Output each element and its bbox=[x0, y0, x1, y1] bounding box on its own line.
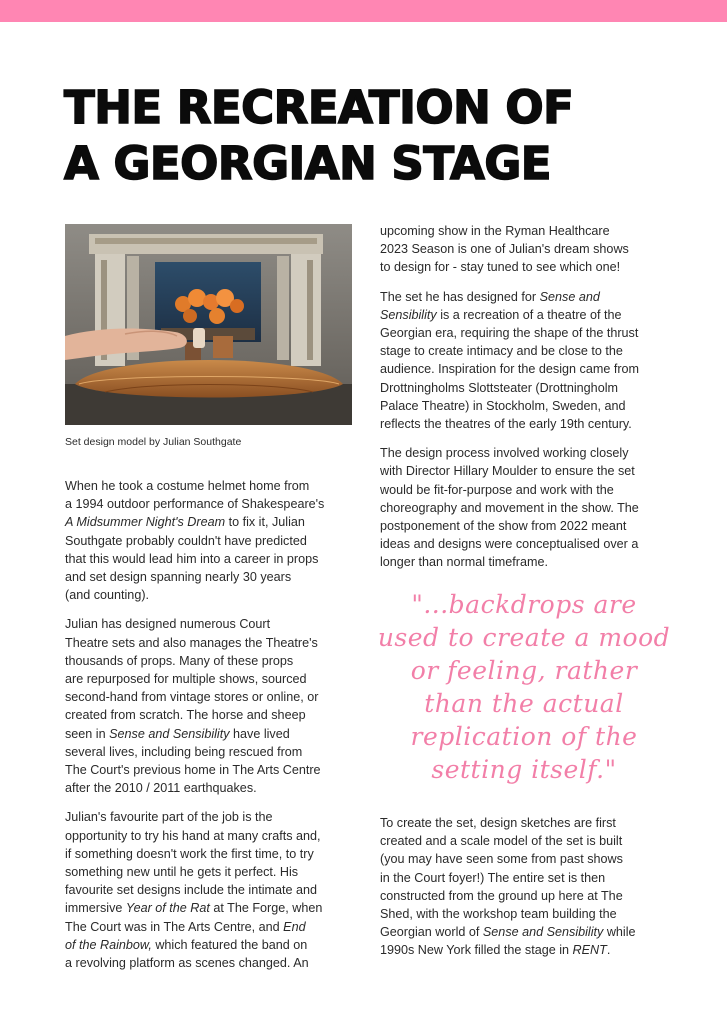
text-line: immersive Year of the Rat at The Forge, when bbox=[65, 901, 323, 916]
text-line: a 1994 outdoor performance of Shakespeare's bbox=[65, 497, 325, 512]
text-line: When he took a costume helmet home from bbox=[65, 479, 310, 493]
text-line: Palace Theatre) in Stockholm, Sweden, and bbox=[380, 398, 626, 413]
text-line: (you may have seen some from past shows bbox=[380, 852, 623, 867]
left-column bbox=[65, 477, 365, 983]
text-line: A Midsummer Night's Dream to fix it, Julian bbox=[65, 515, 305, 530]
text-line: The design process involved working closely bbox=[380, 446, 629, 461]
text-line: opportunity to try his hand at many crafts and, bbox=[65, 828, 321, 843]
title-line-2: A GEORGIAN STAGE bbox=[64, 137, 552, 190]
text-line: 2023 Season is one of Julian's dream shows bbox=[380, 242, 629, 257]
text-line: Georgian world of Sense and Sensibility while bbox=[380, 925, 636, 940]
text-line: created and a scale model of the set is built bbox=[380, 834, 623, 849]
text-line: To create the set, design sketches are first bbox=[380, 816, 616, 830]
paragraph-props bbox=[65, 615, 365, 797]
text-line: choreography and movement in the show. The bbox=[380, 500, 639, 515]
text-line: created from scratch. The horse and sheep bbox=[65, 708, 306, 723]
paragraph-favourites bbox=[65, 808, 365, 972]
text-line: Shed, with the workshop team building the bbox=[380, 907, 617, 922]
top-accent-bar bbox=[0, 0, 727, 22]
text-line: longer than normal timeframe. bbox=[380, 555, 548, 570]
set-model-photo bbox=[65, 224, 352, 425]
text-line: Drottningholms Slottsteater (Drottningholm bbox=[380, 380, 618, 395]
text-line: thousands of props. Many of these props bbox=[65, 653, 294, 668]
paragraph-building bbox=[380, 814, 680, 960]
text-line: stage to create intimacy and be close to the bbox=[380, 344, 623, 359]
pull-quote bbox=[376, 588, 672, 786]
text-line: that this would lead him into a career in props bbox=[65, 551, 319, 566]
text-line: of the Rainbow, which featured the band on bbox=[65, 937, 308, 952]
quote-line: setting itself." bbox=[431, 755, 617, 784]
text-line: something new until he gets it perfect. His bbox=[65, 865, 299, 880]
text-line: Julian's favourite part of the job is the bbox=[65, 810, 273, 825]
text-line: if something doesn't work the first time, to try bbox=[65, 846, 314, 861]
text-line: with Director Hillary Moulder to ensure the set bbox=[380, 464, 635, 479]
quote-line: "...backdrops are bbox=[411, 590, 637, 619]
text-line: after the 2010 / 2011 earthquakes. bbox=[65, 781, 257, 796]
text-line: The Court's previous home in The Arts Centre bbox=[65, 763, 321, 778]
text-line: a revolving platform as scenes changed. An bbox=[65, 956, 309, 971]
text-line: The set he has designed for Sense and bbox=[380, 289, 600, 304]
quote-line: replication of the bbox=[410, 722, 638, 751]
text-line: seen in Sense and Sensibility have lived bbox=[65, 726, 290, 741]
paragraph-design-process bbox=[380, 444, 680, 571]
text-line: second-hand from vintage stores or online, or bbox=[65, 690, 319, 705]
text-line: 1990s New York filled the stage in RENT. bbox=[380, 943, 611, 958]
paragraph-upcoming bbox=[380, 222, 680, 277]
text-line: and set design spanning nearly 30 years bbox=[65, 570, 292, 585]
paragraph-intro bbox=[65, 477, 365, 604]
text-line: are repurposed for multiple shows, sourced bbox=[65, 672, 307, 687]
text-line: Georgian era, requiring the shape of the thrust bbox=[380, 326, 639, 341]
text-line: in the Court foyer!) The entire set is then bbox=[380, 870, 606, 885]
right-column-top bbox=[380, 222, 680, 583]
text-line: audience. Inspiration for the design came from bbox=[380, 362, 640, 377]
text-line: several lives, including being rescued from bbox=[65, 744, 303, 759]
text-line: upcoming show in the Ryman Healthcare bbox=[380, 224, 610, 238]
text-line: Southgate probably couldn't have predicted bbox=[65, 533, 307, 548]
text-line: ideas and designs were conceptualised over a bbox=[380, 537, 639, 552]
text-line: postponement of the show from 2022 meant bbox=[380, 519, 627, 534]
text-line: reflects the theatres of the early 19th century. bbox=[380, 417, 632, 432]
text-line: to design for - stay tuned to see which one! bbox=[380, 260, 621, 275]
right-column-bottom bbox=[380, 814, 680, 971]
photo-caption: Set design model by Julian Southgate bbox=[65, 436, 242, 448]
quote-line: or feeling, rather bbox=[410, 656, 638, 685]
text-line: (and counting). bbox=[65, 588, 150, 603]
text-line: would be fit-for-purpose and work with the bbox=[380, 482, 614, 497]
quote-line: used to create a mood bbox=[377, 623, 671, 652]
paragraph-set-design bbox=[380, 288, 680, 434]
text-line: The Court was in The Arts Centre, and End bbox=[65, 919, 306, 934]
title-line-1: THE RECREATION OF bbox=[64, 81, 574, 134]
text-line: constructed from the ground up here at The bbox=[380, 888, 623, 903]
quote-line: than the actual bbox=[424, 689, 624, 718]
text-line: Theatre sets and also manages the Theatre's bbox=[65, 635, 318, 650]
text-line: Julian has designed numerous Court bbox=[65, 617, 271, 632]
page-title bbox=[64, 80, 704, 192]
text-line: favourite set designs include the intimate and bbox=[65, 883, 318, 898]
text-line: Sensibility is a recreation of a theatre of the bbox=[380, 307, 622, 322]
